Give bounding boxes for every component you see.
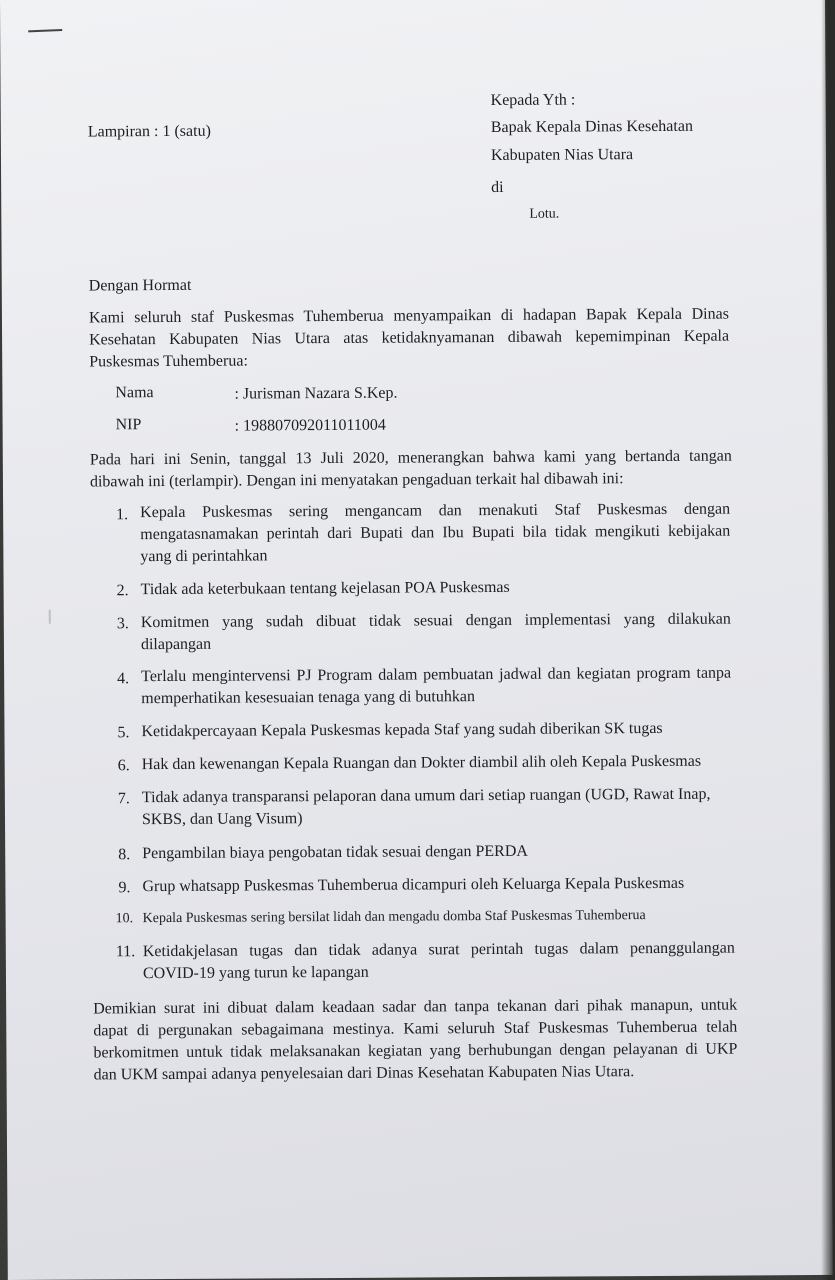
closing-line-1: Demikian surat ini dibuat dalam keadaan sadar dan tanpa tekanan dari pihak manapun, untuk bbox=[93, 996, 738, 1018]
item-1-line-1: Kepala Puskesmas sering mengancam dan menakuti Staf Puskesmas dengan bbox=[140, 500, 731, 522]
intro-line-2: Kesehatan Kabupaten Nias Utara atas ketidaknyamanan dibawah kepemimpinan Kepala bbox=[89, 327, 730, 349]
recipient-place: Lotu. bbox=[529, 206, 560, 222]
item-1-line-2: mengatasnamakan perintah dari Bupati dan Ibu Bupati bila tidak mengikuti kebijakan bbox=[140, 522, 731, 544]
paper-speck bbox=[49, 610, 51, 624]
name-label: Nama bbox=[115, 384, 154, 402]
name-value: : Jurisman Nazara S.Kep. bbox=[234, 384, 398, 403]
item-1-line-3: yang di perintahkan bbox=[140, 547, 268, 566]
recipient-to: Kepada Yth : bbox=[490, 91, 576, 110]
item-11-line-1: Ketidakjelasan tugas dan tidak adanya surat perintah tugas dalam penanggulangan bbox=[142, 939, 735, 961]
closing-line-2: dapat di pergunakan sebagaimana mestinya. Kami seluruh Staf Puskesmas Tuhemberua telah bbox=[93, 1018, 738, 1040]
item-number: 9. bbox=[118, 879, 131, 897]
item-number: 7. bbox=[117, 790, 130, 808]
item-5-line-1: Ketidakpercayaan Kepala Puskesmas kepada Staf yang sudah diberikan SK tugas bbox=[141, 719, 663, 741]
item-8-line-1: Pengambilan biaya pengobatan tidak sesuai dengan PERDA bbox=[142, 842, 528, 863]
item-11-line-2: COVID-19 yang turun ke lapangan bbox=[142, 963, 369, 983]
nip-label: NIP bbox=[115, 416, 142, 434]
item-3-line-2: dilapangan bbox=[140, 635, 212, 654]
closing-line-4: dan UKM sampai adanya penyelesaian dari Dinas Kesehatan Kabupaten Nias Utara. bbox=[93, 1063, 635, 1084]
item-4-line-1: Terlalu mengintervensi PJ Program dalam pembuatan jadwal dan kegiatan program tanpa bbox=[141, 664, 732, 686]
item-number: 10. bbox=[115, 911, 134, 927]
nip-value: : 198807092011011004 bbox=[234, 416, 386, 435]
intro-line-1: Kami seluruh staf Puskesmas Tuhemberua menyampaikan di hadapan Bapak Kepala Dinas bbox=[88, 305, 729, 327]
recipient-di: di bbox=[491, 178, 504, 197]
item-number: 4. bbox=[117, 670, 130, 688]
closing-line-3: berkomitmen untuk tidak melaksanakan kegiatan yang berhubungan dengan pelayanan di UKP bbox=[93, 1040, 738, 1062]
item-number: 2. bbox=[116, 582, 129, 600]
recipient-line-1: Bapak Kepala Dinas Kesehatan bbox=[490, 117, 693, 137]
item-number: 8. bbox=[118, 846, 131, 864]
statement-line-2: dibawah ini (terlampir). Dengan ini menyatakan pengaduan terkait hal dibawah ini: bbox=[89, 470, 624, 491]
item-number: 11. bbox=[115, 943, 136, 961]
recipient-line-2: Kabupaten Nias Utara bbox=[490, 146, 634, 165]
item-number: 6. bbox=[117, 757, 130, 775]
item-number: 5. bbox=[117, 724, 130, 742]
intro-line-3: Puskesmas Tuhemberua: bbox=[89, 352, 248, 371]
item-9-line-1: Grup whatsapp Puskesmas Tuhemberua dicampuri oleh Keluarga Kepala Puskesmas bbox=[142, 874, 685, 896]
item-7-line-2: SKBS, dan Uang Visum) bbox=[141, 810, 303, 829]
item-number: 1. bbox=[116, 506, 129, 524]
item-7-line-1: Tidak adanya transparansi pelaporan dana umum dari setiap ruangan (UGD, Rawat Inap, bbox=[141, 785, 711, 807]
item-3-line-1: Komitmen yang sudah dibuat tidak sesuai dengan implementasi yang dilakukan bbox=[140, 610, 731, 632]
item-number: 3. bbox=[116, 615, 129, 633]
item-4-line-2: memperhatikan kesesuaian tenaga yang di butuhkan bbox=[141, 688, 475, 708]
pen-mark bbox=[28, 29, 62, 32]
item-2-line-1: Tidak ada keterbukaan tentang kejelasan POA Puskesmas bbox=[140, 578, 510, 599]
statement-line-1: Pada hari ini Senin, tanggal 13 Juli 2020, menerangkan bahwa kami yang bertanda tangan bbox=[89, 447, 732, 469]
item-10-line-1: Kepala Puskesmas sering bersilat lidah dan mengadu domba Staf Puskesmas Tuhemberua bbox=[142, 908, 646, 927]
lampiran-line: Lampiran : 1 (satu) bbox=[87, 122, 211, 141]
page-edge-shadow bbox=[821, 0, 835, 1280]
salutation: Dengan Hormat bbox=[88, 276, 192, 295]
item-6-line-1: Hak dan kewenangan Kepala Ruangan dan Dokter diambil alih oleh Kepala Puskesmas bbox=[141, 752, 702, 774]
